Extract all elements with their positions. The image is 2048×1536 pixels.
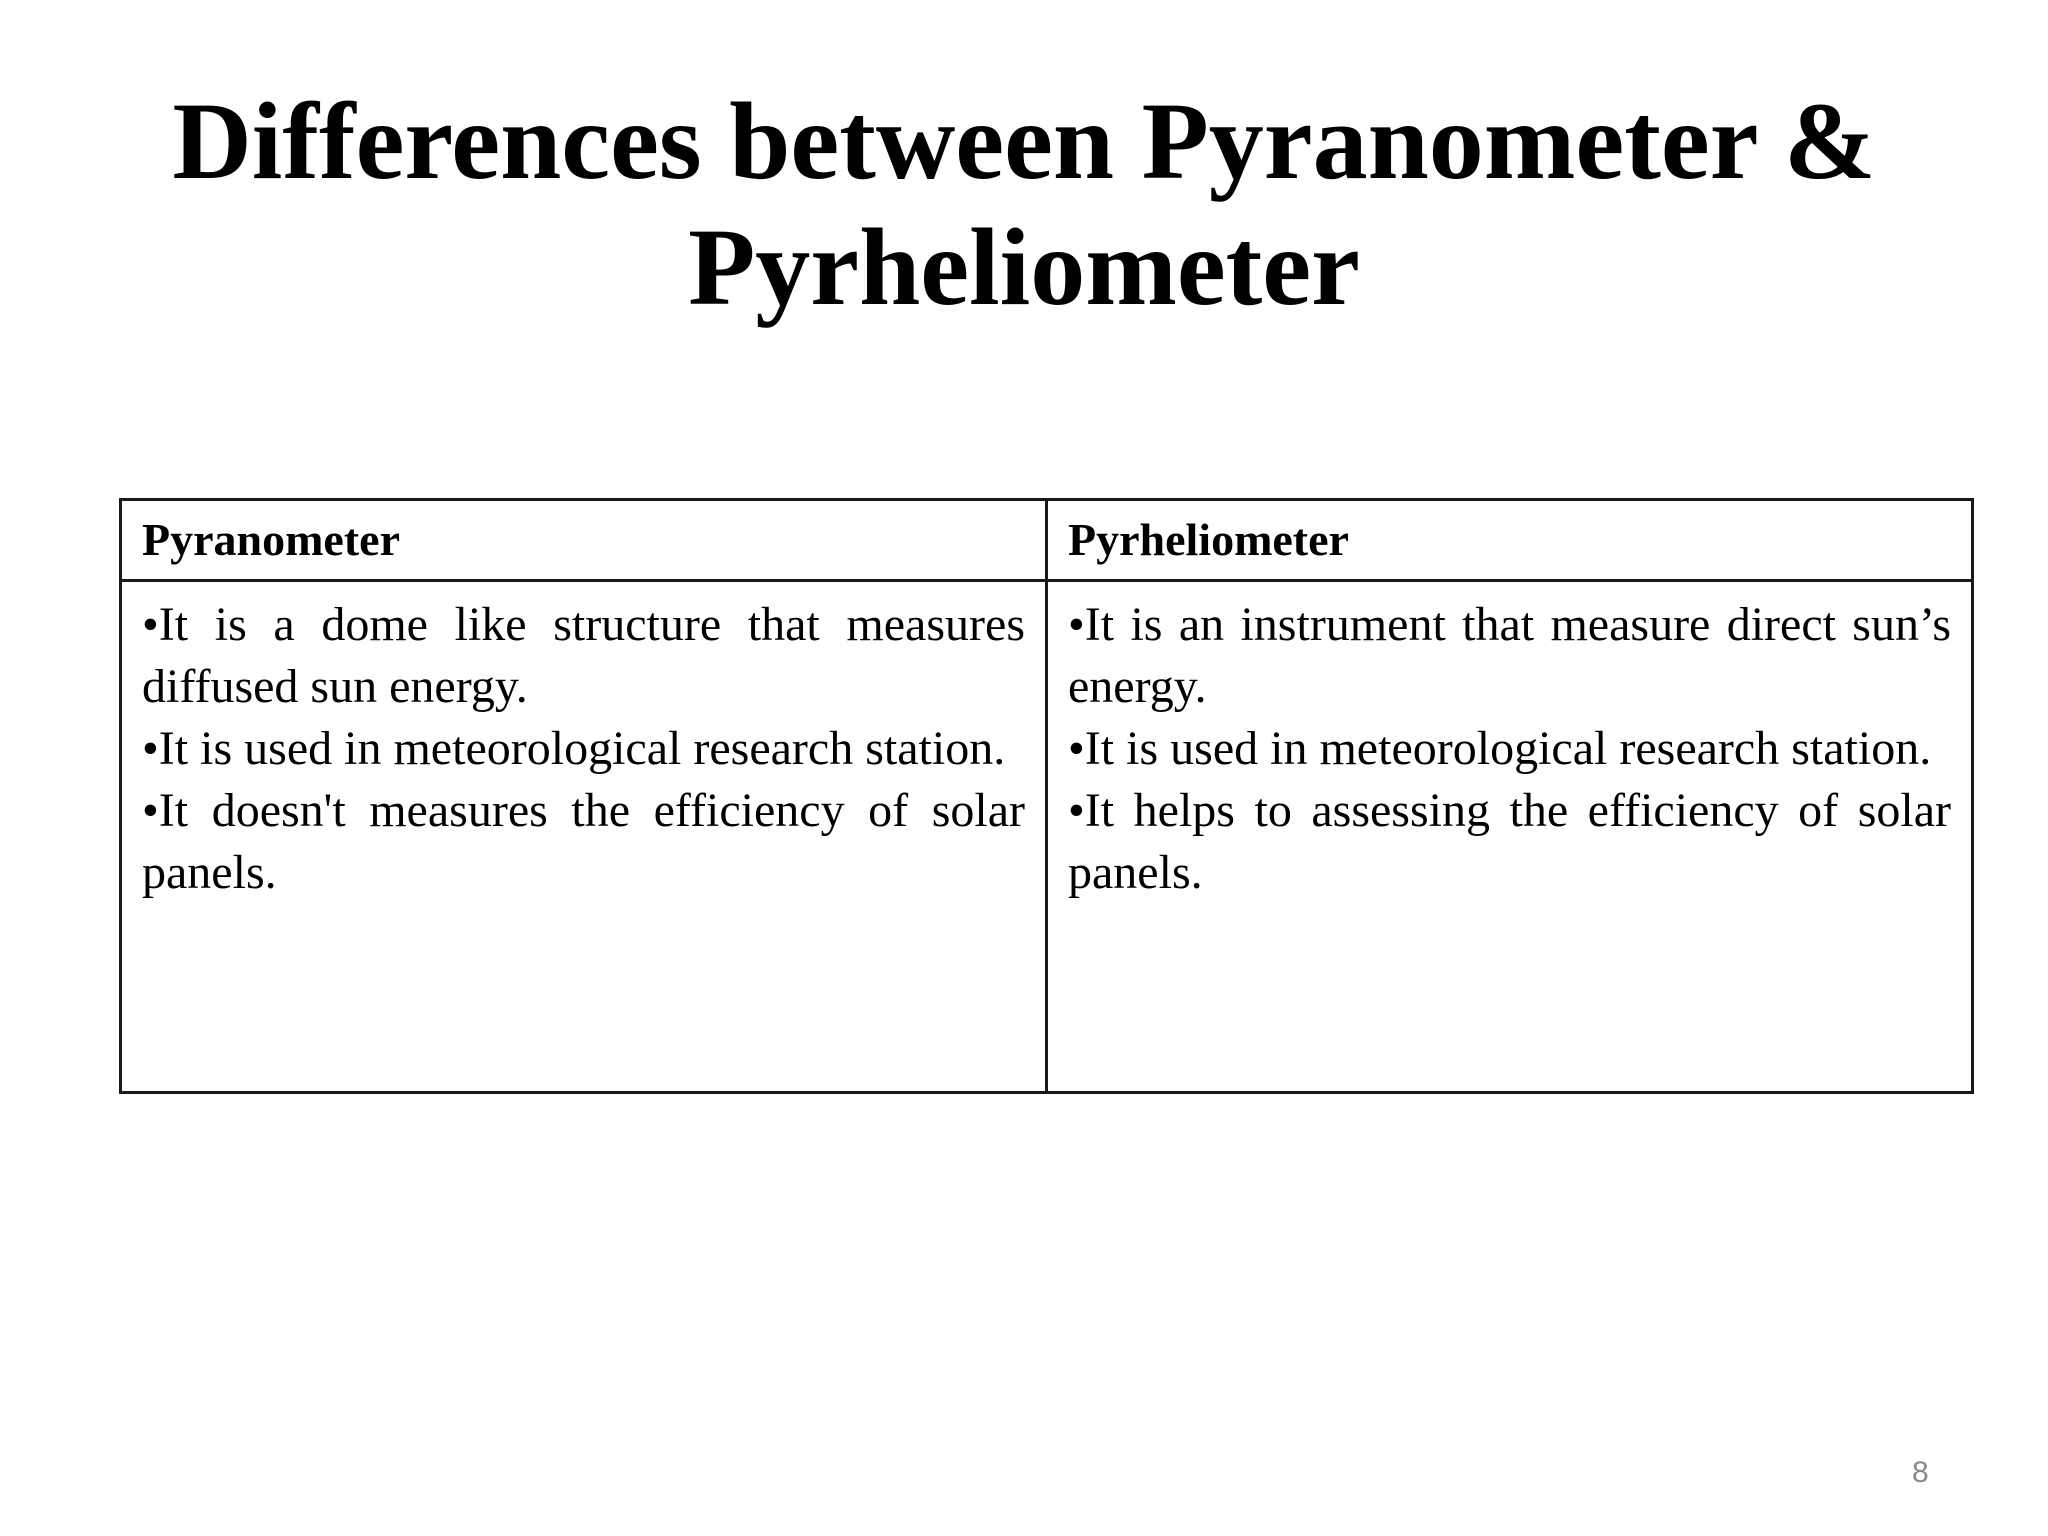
comparison-table bbox=[119, 498, 1974, 1094]
table-row bbox=[121, 581, 1973, 1093]
slide-title bbox=[0, 78, 2048, 330]
slide-title-line-2: Pyrheliometer bbox=[688, 206, 1360, 328]
pyrheliometer-bullet-1: •It is an instrument that measure direct sun’s energy. bbox=[1068, 598, 1951, 713]
page-number: 8 bbox=[1912, 1456, 1929, 1489]
pyranometer-bullet-1: •It is a dome like structure that measures diffused sun energy. bbox=[142, 598, 1025, 713]
table-header-row bbox=[121, 500, 1973, 581]
slide-title-line-1: Differences between Pyranometer & bbox=[172, 80, 1876, 202]
pyranometer-cell bbox=[121, 581, 1047, 1093]
pyranometer-bullet-3: •It doesn't measures the efficiency of solar panels. bbox=[142, 784, 1025, 899]
pyrheliometer-bullet-3: •It helps to assessing the efficiency of solar panels. bbox=[1068, 784, 1951, 899]
pyrheliometer-bullet-2: •It is used in meteorological research station. bbox=[1068, 722, 1932, 775]
pyrheliometer-cell bbox=[1047, 581, 1973, 1093]
pyranometer-bullet-2: •It is used in meteorological research station. bbox=[142, 722, 1006, 775]
header-pyranometer: Pyranometer bbox=[121, 500, 1047, 581]
header-pyrheliometer: Pyrheliometer bbox=[1047, 500, 1973, 581]
